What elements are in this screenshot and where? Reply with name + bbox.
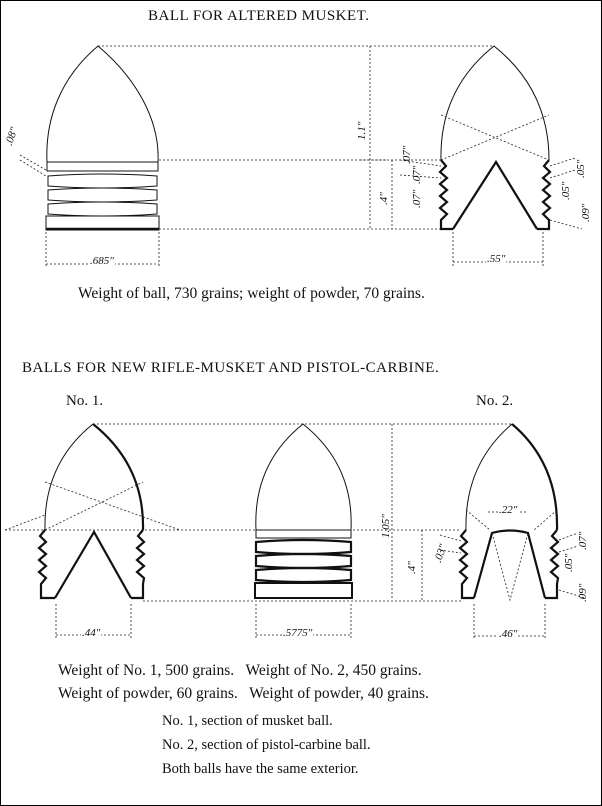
dim-top-right-c: .09"	[580, 203, 592, 222]
caption-top: Weight of ball, 730 grains; weight of powder, 70 grains.	[78, 285, 425, 302]
altered-musket-section	[440, 46, 550, 229]
caption-weights-1: Weight of No. 1, 500 grains. Weight of No. 2, 450 grains.	[58, 662, 422, 679]
dim-b-mid-width: .5775"	[283, 627, 313, 639]
caption-note-3: Both balls have the same exterior.	[162, 761, 359, 777]
label-no2: No. 2.	[476, 393, 514, 409]
rifle-musket-exterior	[255, 424, 352, 598]
dim-b-right-b: .05"	[563, 553, 575, 572]
dim-top-width: .685"	[90, 255, 114, 267]
dim-b-length: 1.05"	[380, 514, 392, 538]
dim-top-base-height: .4"	[378, 192, 390, 205]
dim-top-cavity: .55"	[487, 253, 506, 265]
dim-b-no2-top: .22"	[499, 504, 518, 516]
dim-top-groove-b: .07"	[411, 165, 423, 184]
dim-b-right-a: .07"	[577, 531, 589, 550]
dim-top-length: 1.1"	[356, 121, 368, 140]
dim-b-no1-cavity: .44"	[82, 627, 101, 639]
top-title: BALL FOR ALTERED MUSKET.	[148, 8, 370, 24]
no1-section	[5, 424, 180, 598]
caption-note-1: No. 1, section of musket ball.	[162, 713, 333, 729]
caption-note-2: No. 2, section of pistol-carbine ball.	[162, 737, 371, 753]
dim-top-right-b: .05"	[560, 181, 572, 200]
top-dimension-lines	[20, 46, 582, 268]
dim-top-groove-a: .07"	[401, 145, 413, 164]
bottom-title: BALLS FOR NEW RIFLE-MUSKET AND PISTOL-CARBINE.	[22, 360, 440, 376]
dim-b-groove: .03"	[432, 542, 450, 565]
dim-top-right-a: .05"	[575, 159, 587, 178]
dim-b-right-c: .09"	[577, 583, 589, 602]
dim-b-height: .4"	[406, 561, 418, 574]
label-no1: No. 1.	[66, 393, 104, 409]
caption-weights-2: Weight of powder, 60 grains. Weight of powder, 40 grains.	[58, 685, 429, 702]
altered-musket-exterior	[46, 46, 159, 230]
dim-top-groove-c: .07"	[411, 189, 423, 208]
dim-top-left-groove: .08"	[3, 125, 21, 148]
dim-b-no2-cavity: .46"	[499, 628, 518, 640]
